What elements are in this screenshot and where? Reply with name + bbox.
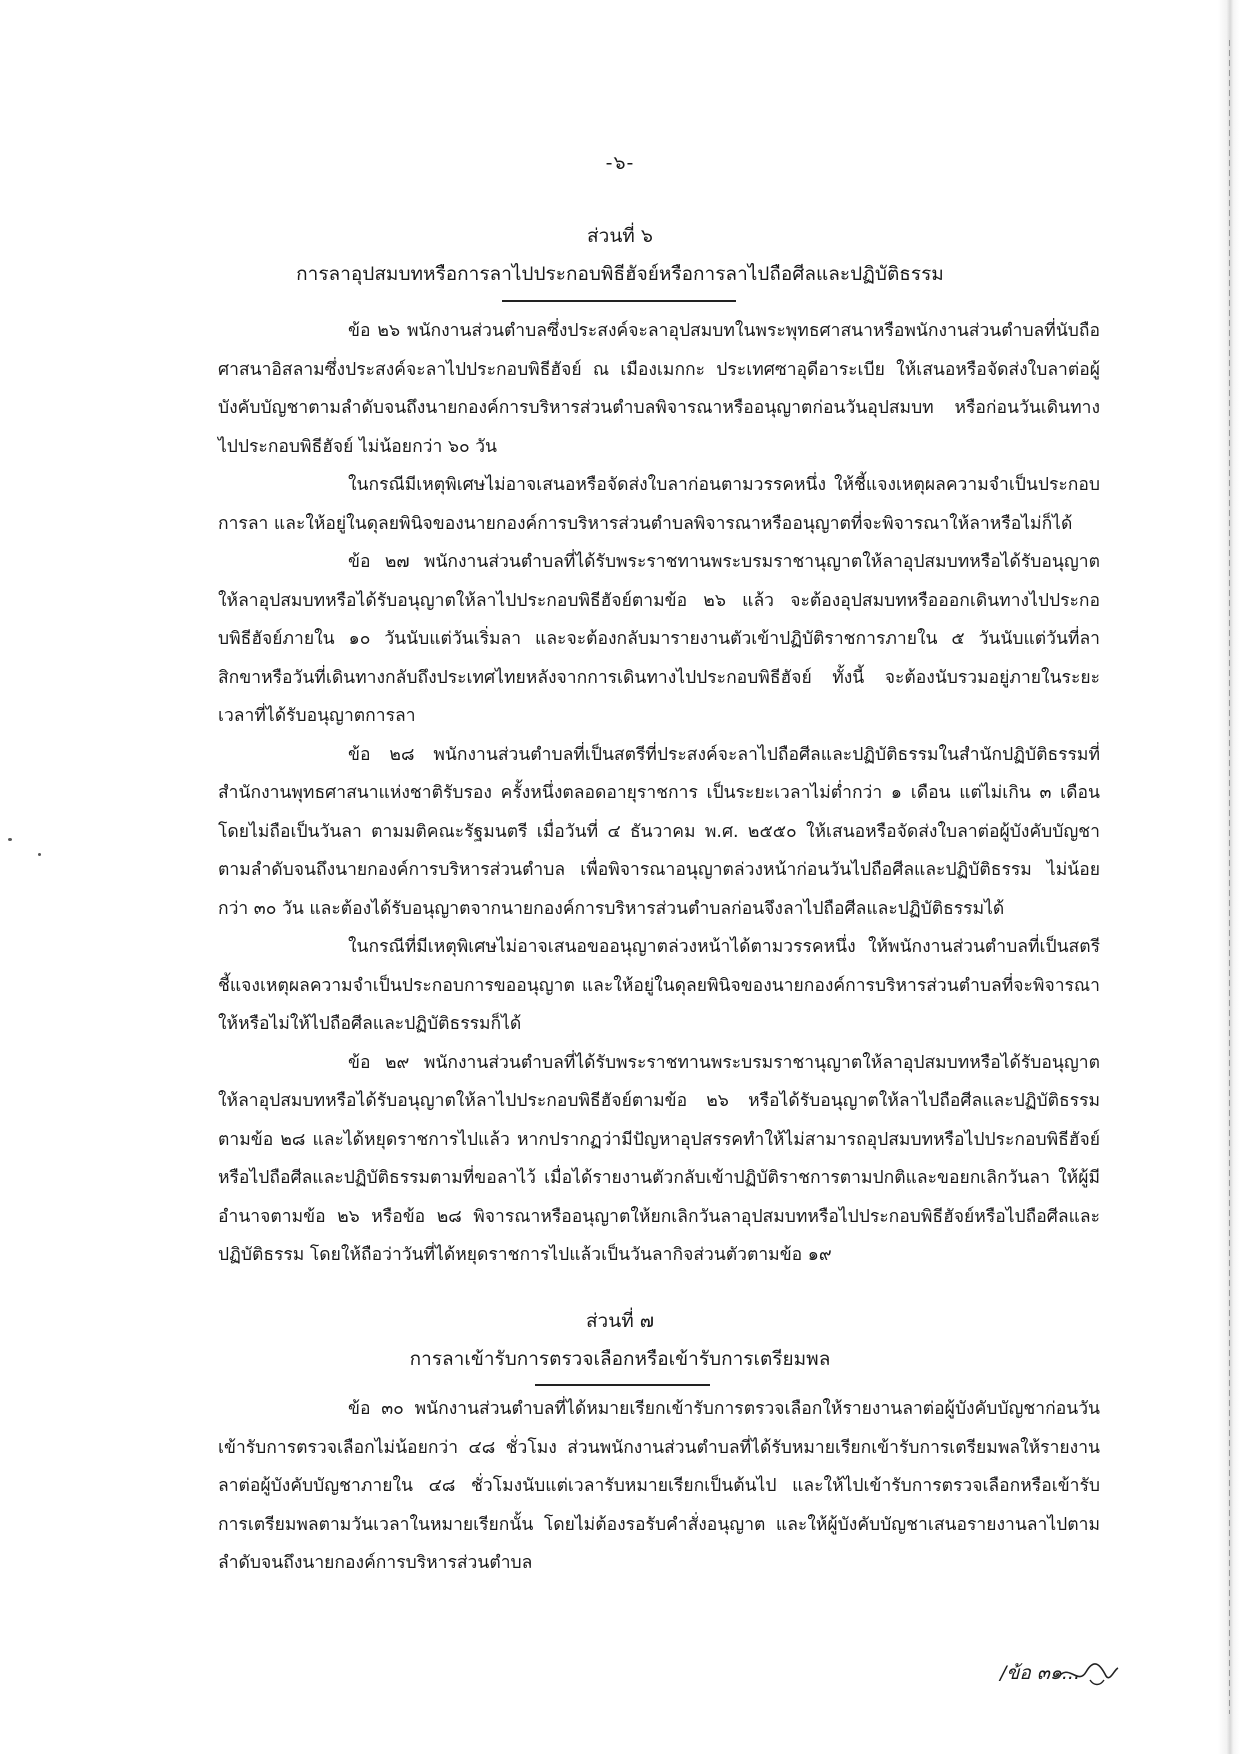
section-6-body <box>218 312 1100 1275</box>
scan-speck <box>8 838 12 841</box>
initials-signature <box>1050 1650 1120 1690</box>
section-7-header <box>0 1302 1240 1378</box>
section-6-header <box>0 217 1240 293</box>
paragraph: ข้อ ๒๖ พนักงานส่วนตำบลซึ่งประสงค์จะลาอุปสมบทในพระพุทธศาสนาหรือพนักงานส่วนตำบลที่นับถือศาสนาอิสลามซึ่งประสงค์จะลาไปประกอบพิธีฮัจย์ ณ เมืองเมกกะ ประเทศซาอุดีอาระเบีย ให้เสนอหรือจัดส่งใบลาต่อผู้บังคับบัญชาตามลำดับจนถึงนายกองค์การบริหารส่วนตำบลพิจารณาหรืออนุญาตก่อนวันอุปสมบท หรือก่อนวันเดินทางไปประกอบพิธีฮัจย์ ไม่น้อยกว่า ๖๐ วัน <box>218 321 1100 457</box>
section-6-title: การลาอุปสมบทหรือการลาไปประกอบพิธีฮัจย์หรือการลาไปถือศีลและปฏิบัติธรรม <box>296 263 944 285</box>
section-7-body <box>218 1390 1100 1583</box>
scan-speck <box>38 853 41 856</box>
paragraph: ข้อ ๒๗ พนักงานส่วนตำบลที่ได้รับพระราชทานพระบรมราชานุญาตให้ลาอุปสมบทหรือได้รับอนุญาตให้ลาอุปสมบทหรือได้รับอนุญาตให้ลาไปประกอบพิธีฮัจย์ตามข้อ ๒๖ แล้ว จะต้องอุปสมบทหรือออกเดินทางไปประกอบพิธีฮัจย์ภายใน ๑๐ วันนับแต่วันเริ่มลา และจะต้องกลับมารายงานตัวเข้าปฏิบัติราชการภายใน ๕ วันนับแต่วันที่ลาสิกขาหรือวันที่เดินทางกลับถึงประเทศไทยหลังจากการเดินทางไปประกอบพิธีฮัจย์ ทั้งนี้ จะต้องนับรวมอยู่ภายในระยะเวลาที่ได้รับอนุญาตการลา <box>218 552 1100 726</box>
section-7-rule <box>535 1384 710 1386</box>
paragraph: ข้อ ๒๘ พนักงานส่วนตำบลที่เป็นสตรีที่ประสงค์จะลาไปถือศีลและปฏิบัติธรรมในสำนักปฏิบัติธรรมที่สำนักงานพุทธศาสนาแห่งชาติรับรอง ครั้งหนึ่งตลอดอายุราชการ เป็นระยะเวลาไม่ต่ำกว่า ๑ เดือน แต่ไม่เกิน ๓ เดือน โดยไม่ถือเป็นวันลา ตามมติคณะรัฐมนตรี เมื่อวันที่ ๔ ธันวาคม พ.ศ. ๒๕๕๐ ให้เสนอหรือจัดส่งใบลาต่อผู้บังคับบัญชาตามลำดับจนถึงนายกองค์การบริหารส่วนตำบล เพื่อพิจารณาอนุญาตล่วงหน้าก่อนวันไปถือศีลและปฏิบัติธรรม ไม่น้อยกว่า ๓๐ วัน และต้องได้รับอนุญาตจากนายกองค์การบริหารส่วนตำบลก่อนจึงลาไปถือศีลและปฏิบัติธรรมได้ <box>218 744 1100 919</box>
paragraph: ข้อ ๓๐ พนักงานส่วนตำบลที่ได้หมายเรียกเข้ารับการตรวจเลือกให้รายงานลาต่อผู้บังคับบัญชาก่อนวันเข้ารับการตรวจเลือกไม่น้อยกว่า ๔๘ ชั่วโมง ส่วนพนักงานส่วนตำบลที่ได้รับหมายเรียกเข้ารับการเตรียมพลให้รายงานลาต่อผู้บังคับบัญชาภายใน ๔๘ ชั่วโมงนับแต่เวลารับหมายเรียกเป็นต้นไป และให้ไปเข้ารับการตรวจเลือกหรือเข้ารับการเตรียมพลตามวันเวลาในหมายเรียกนั้น โดยไม่ต้องรอรับคำสั่งอนุญาต และให้ผู้บังคับบัญชาเสนอรายงานลาไปตามลำดับจนถึงนายกองค์การบริหารส่วนตำบล <box>218 1399 1100 1573</box>
paragraph: ในกรณีที่มีเหตุพิเศษไม่อาจเสนอขออนุญาตล่วงหน้าได้ตามวรรคหนึ่ง ให้พนักงานส่วนตำบลที่เป็นสตรีชี้แจงเหตุผลความจำเป็นประกอบการขออนุญาต และให้อยู่ในดุลยพินิจของนายกองค์การบริหารส่วนตำบลที่จะพิจารณาให้หรือไม่ให้ไปถือศีลและปฏิบัติธรรมก็ได้ <box>218 937 1100 1034</box>
paragraph: ในกรณีมีเหตุพิเศษไม่อาจเสนอหรือจัดส่งใบลาก่อนตามวรรคหนึ่ง ให้ชี้แจงเหตุผลความจำเป็นประกอบการลา และให้อยู่ในดุลยพินิจของนายกองค์การบริหารส่วนตำบลพิจารณาหรืออนุญาตที่จะพิจารณาให้ลาหรือไม่ก็ได้ <box>218 475 1100 534</box>
next-page-reference: /ข้อ ๓๑... <box>1000 1662 1081 1684</box>
page-number: -๖- <box>605 152 635 174</box>
paragraph: ข้อ ๒๙ พนักงานส่วนตำบลที่ได้รับพระราชทานพระบรมราชานุญาตให้ลาอุปสมบทหรือได้รับอนุญาตให้ลาอุปสมบทหรือได้รับอนุญาตให้ลาไปประกอบพิธีฮัจย์ตามข้อ ๒๖ หรือได้รับอนุญาตให้ลาไปถือศีลและปฏิบัติธรรม ตามข้อ ๒๘ และได้หยุดราชการไปแล้ว หากปรากฏว่ามีปัญหาอุปสรรคทำให้ไม่สามารถอุปสมบทหรือไปประกอบพิธีฮัจย์หรือไปถือศีลและปฏิบัติธรรมตามที่ขอลาไว้ เมื่อได้รายงานตัวกลับเข้าปฏิบัติราชการตามปกติและขอยกเลิกวันลา ให้ผู้มีอำนาจตามข้อ ๒๖ หรือข้อ ๒๘ พิจารณาหรืออนุญาตให้ยกเลิกวันลาอุปสมบทหรือไปประกอบพิธีฮัจย์หรือไปถือศีลและปฏิบัติธรรม โดยให้ถือว่าวันที่ได้หยุดราชการไปแล้วเป็นวันลากิจส่วนตัวตามข้อ ๑๙ <box>218 1052 1100 1265</box>
section-7-title: การลาเข้ารับการตรวจเลือกหรือเข้ารับการเตรียมพล <box>409 1348 831 1370</box>
section-6-rule <box>502 300 736 302</box>
section-7-heading: ส่วนที่ ๗ <box>585 1310 655 1332</box>
section-6-heading: ส่วนที่ ๖ <box>587 225 653 247</box>
